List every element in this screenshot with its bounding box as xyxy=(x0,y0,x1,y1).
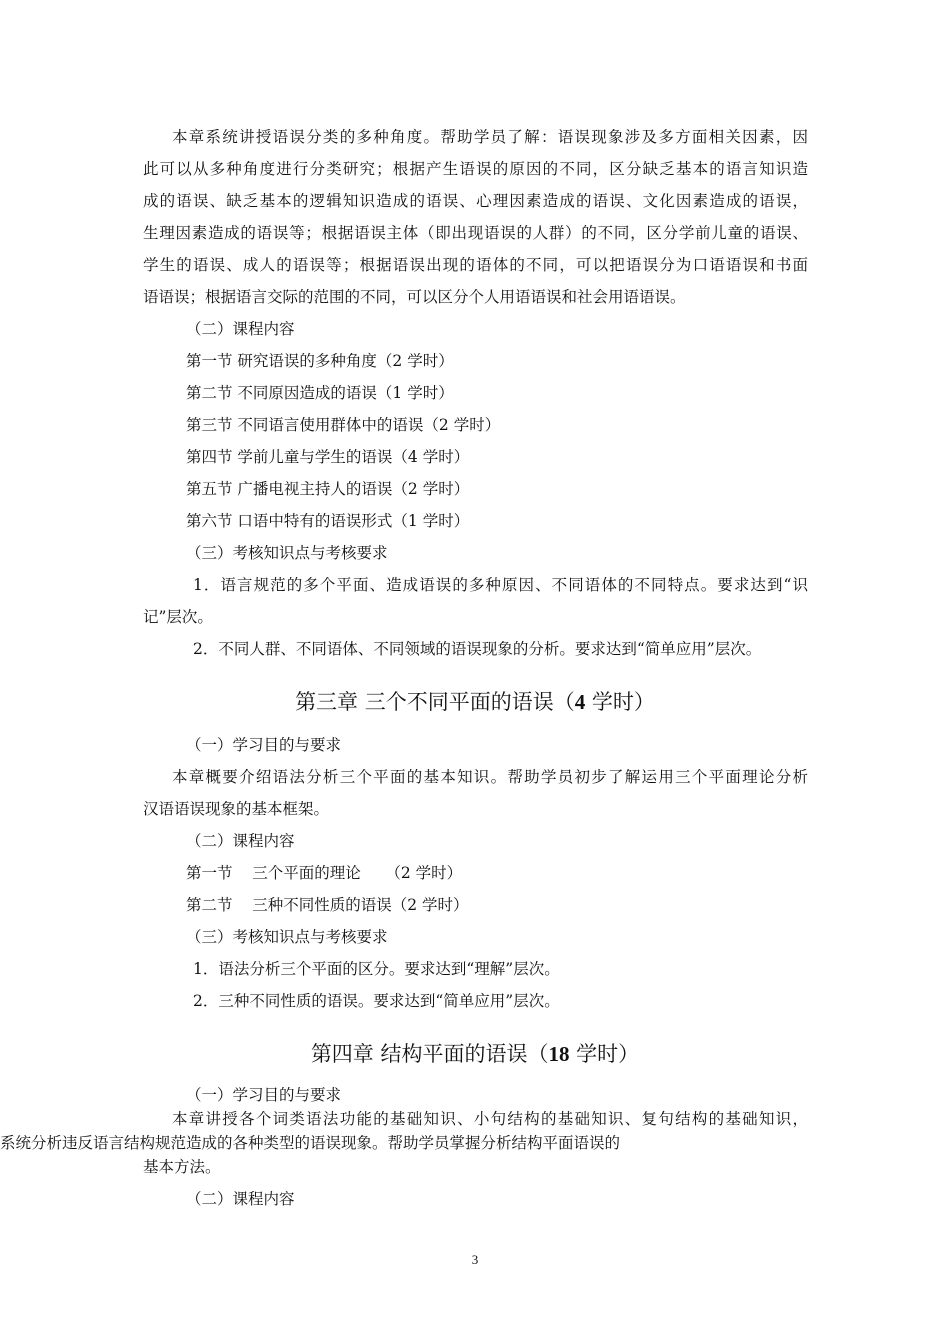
intro-line: 学生的语误、成人的语误等；根据语误出现的语体的不同，可以把语误分为口语语误和书面 xyxy=(143,256,808,274)
chapter-3-title-pre: 第三章 三个不同平面的语误（ xyxy=(295,690,575,714)
section-item: 第五节 广播电视主持人的语误（2 学时） xyxy=(186,480,470,498)
intro-line: 成的语误、缺乏基本的逻辑知识造成的语误、心理因素造成的语误、文化因素造成的语误， xyxy=(143,192,808,210)
assessment-item: 1．语言规范的多个平面、造成语误的多种原因、不同语体的不同特点。要求达到“识 xyxy=(193,576,808,594)
page-number: 3 xyxy=(471,1252,479,1267)
intro-line: 语语误；根据语言交际的范围的不同，可以区分个人用语语误和社会用语语误。 xyxy=(143,288,686,306)
intro-line: 生理因素造成的语误等；根据语误主体（即出现语误的人群）的不同，区分学前儿童的语误、 xyxy=(143,224,808,242)
chapter-3-title-post: 学时） xyxy=(585,690,655,714)
course-content-heading: （二）课程内容 xyxy=(186,1190,295,1208)
assessment-item: 2．三种不同性质的语误。要求达到“简单应用”层次。 xyxy=(193,992,560,1010)
chapter-3-title xyxy=(0,688,950,716)
intro-line: 本章系统讲授语误分类的多种角度。帮助学员了解：语误现象涉及多方面相关因素，因 xyxy=(172,128,808,146)
assessment-item: 1．语法分析三个平面的区分。要求达到“理解”层次。 xyxy=(193,960,560,978)
chapter-4-hours: 18 xyxy=(548,1042,570,1066)
goal-line: 基本方法。 xyxy=(143,1158,221,1176)
section-item: 第四节 学前儿童与学生的语误（4 学时） xyxy=(186,448,470,466)
goal-line: 汉语语误现象的基本框架。 xyxy=(143,800,330,818)
section-item: 第六节 口语中特有的语误形式（1 学时） xyxy=(186,512,470,530)
section-item: 第一节 研究语误的多种角度（2 学时） xyxy=(186,352,454,370)
goal-line: 本章概要介绍语法分析三个平面的基本知识。帮助学员初步了解运用三个平面理论分析 xyxy=(172,768,808,786)
section-item: 第三节 不同语言使用群体中的语误（2 学时） xyxy=(186,416,501,434)
assessment-heading: （三）考核知识点与考核要求 xyxy=(186,928,388,946)
intro-line: 此可以从多种角度进行分类研究；根据产生语误的原因的不同，区分缺乏基本的语言知识造 xyxy=(143,160,808,178)
goal-heading: （一）学习目的与要求 xyxy=(186,1086,342,1104)
chapter-4-title xyxy=(0,1040,950,1068)
chapter-3-hours: 4 xyxy=(574,690,586,714)
goal-heading: （一）学习目的与要求 xyxy=(186,736,342,754)
chapter-4-title-pre: 第四章 结构平面的语误（ xyxy=(310,1042,549,1066)
assessment-heading: （三）考核知识点与考核要求 xyxy=(186,544,388,562)
goal-line: 本章讲授各个词类语法功能的基础知识、小句结构的基础知识、复句结构的基础知识， xyxy=(172,1110,808,1128)
section-item: 第二节 不同原因造成的语误（1 学时） xyxy=(186,384,454,402)
section-item: 第一节 三个平面的理论 （2 学时） xyxy=(186,864,463,882)
assessment-item: 2．不同人群、不同语体、不同领域的语误现象的分析。要求达到“简单应用”层次。 xyxy=(193,640,762,658)
section-item: 第二节 三种不同性质的语误（2 学时） xyxy=(186,896,469,914)
course-content-heading: （二）课程内容 xyxy=(186,832,295,850)
chapter-4-title-post: 学时） xyxy=(569,1042,640,1066)
goal-line: 系统分析违反语言结构规范造成的各种类型的语误现象。帮助学员掌握分析结构平面语误的 xyxy=(0,1134,621,1152)
assessment-item: 记”层次。 xyxy=(143,608,213,626)
course-content-heading: （二）课程内容 xyxy=(186,320,295,338)
